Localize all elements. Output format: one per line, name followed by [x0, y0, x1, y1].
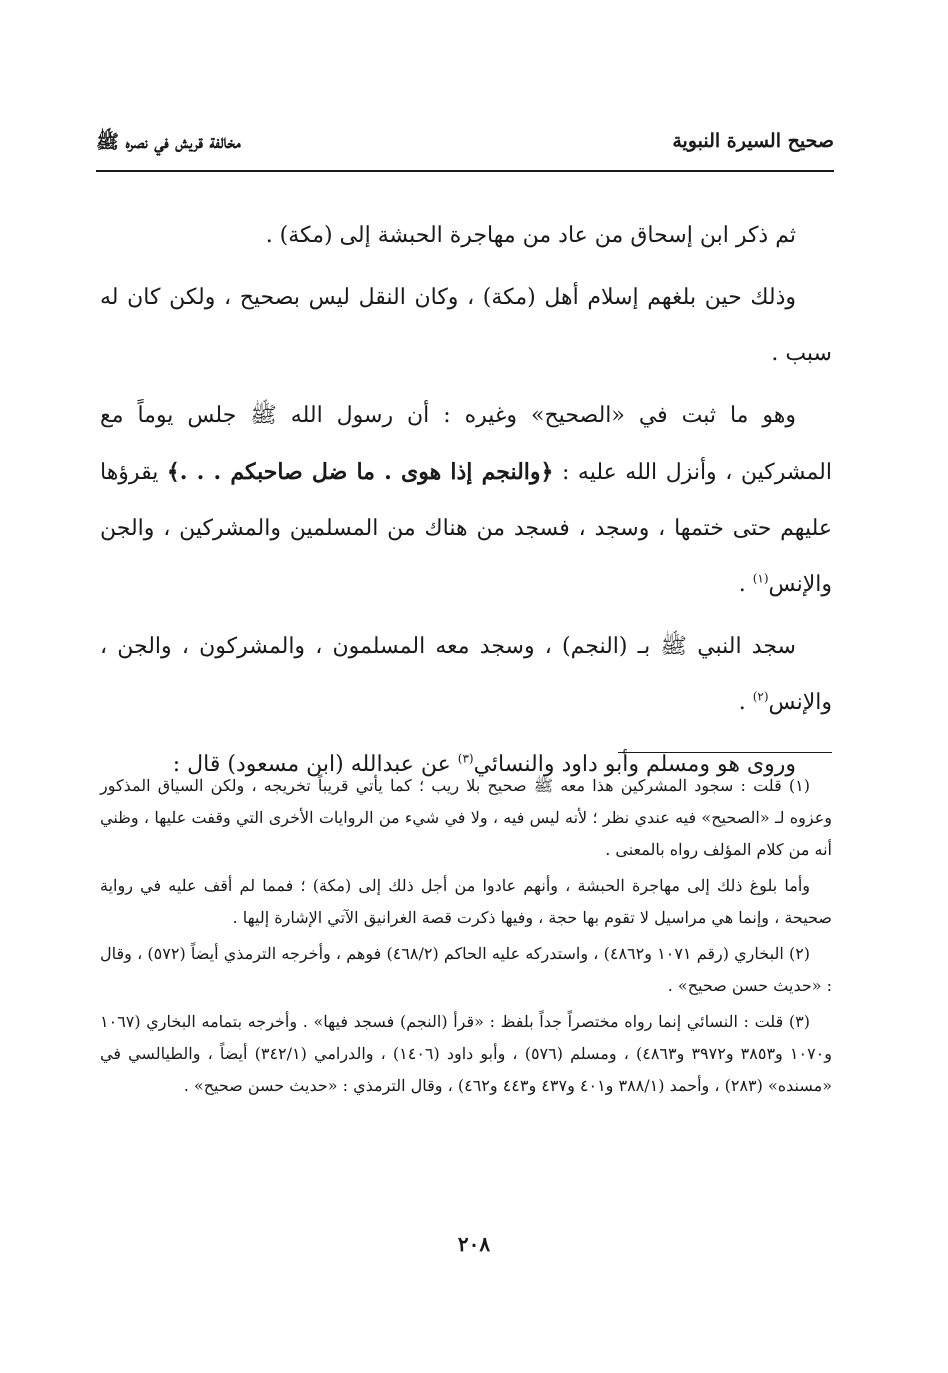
footnote-ref-3[interactable]: (٣): [457, 751, 474, 766]
paragraph-4-text: سجد النبي ﷺ بـ (النجم) ، وسجد معه المسلمون ، والمشركون ، والجن ، والإنس: [100, 634, 832, 715]
page-number: ٢٠٨: [457, 1232, 491, 1256]
footnote-ref-1[interactable]: (١): [752, 571, 769, 586]
paragraph-5-text: وروى هو ومسلم وأبو داود والنسائي: [473, 752, 796, 777]
paragraph-3: [100, 388, 832, 613]
chapter-title: مخالفة قريش في نصره ﷺ: [96, 131, 241, 153]
header-rule: [96, 170, 834, 172]
main-text: [100, 208, 832, 799]
footnote-3: (٣) قلت : النسائي إنما رواه مختصراً جداً بلفظ : «قرأ (النجم) فسجد فيها» . وأخرجه بتمامه البخاري (١٠٦٧ و١٠٧٠ و٣٨٥٣ و٣٩٧٢ و٤٨٦٣) ، ومسلم (٥٧٦) ، وأبو داود (١٤٠٦) ، والدرامي (٣٤٢/١) أيضاً ، والطيالسي في «مسنده» (٢٨٣) ، وأحمد (٣٨٨/١ و٤٠١ و٤٣٧ و٤٤٣ و٤٦٢) ، وقال الترمذي : «حديث حسن صحيح» .: [100, 1012, 832, 1095]
paragraph-4: [100, 619, 832, 731]
paragraph-2: وذلك حين بلغهم إسلام أهل (مكة) ، وكان النقل ليس بصحيح ، ولكن كان له سبب .: [100, 285, 832, 366]
running-header: [96, 126, 834, 162]
paragraph-5-text-cont: عن عبدالله (ابن مسعود) قال :: [172, 752, 458, 777]
paragraph-4-end: .: [738, 690, 753, 715]
paragraph-3-text-cont: يقرؤها عليهم حتى ختمها ، وسجد ، فسجد من هناك من المسلمين والمشركين ، والجن والإنس: [100, 460, 832, 597]
footnote-ref-2[interactable]: (٢): [752, 689, 769, 704]
footnote-1: (١) قلت : سجود المشركين هذا معه ﷺ صحيح بلا ريب ؛ كما يأتي قريباً تخريجه ، ولكن السياق المذكور وعزوه لـ «الصحيح» فيه عندي نظر ؛ لأنه ليس فيه ، ولا في شيء من الروايات الأخرى التي وقفت عليها ، وظني أنه من كلام المؤلف رواه بالمعنى .: [100, 776, 833, 859]
footnote-1-continued: وأما بلوغ ذلك إلى مهاجرة الحبشة ، وأنهم عادوا من أجل ذلك إلى (مكة) ؛ فمما لم أقف عليه في رواية صحيحة ، وإنما هي مراسيل لا تقوم بها حجة ، وفيها ذكرت قصة الغرانيق الآتي الإشارة إليها .: [100, 876, 832, 927]
paragraph-3-end: .: [738, 572, 753, 597]
book-title: صحيح السيرة النبوية: [672, 130, 834, 152]
footnote-rule: [618, 752, 832, 753]
footnote-2: (٢) البخاري (رقم ١٠٧١ و٤٨٦٢) ، واستدركه عليه الحاكم (٤٦٨/٢) فوهم ، وأخرجه الترمذي أيضاً (٥٧٢) ، وقال : «حديث حسن صحيح» .: [100, 944, 832, 995]
quran-verse: ﴿والنجم إذا هوى . ما ضل صاحبكم . . .﴾: [166, 459, 554, 485]
paragraph-3-text: وهو ما ثبت في «الصحيح» وغيره : أن رسول الله ﷺ جلس يوماً مع المشركين ، وأنزل الله عليه :: [100, 403, 832, 485]
footnotes: [100, 770, 832, 1106]
paragraph-1: ثم ذكر ابن إسحاق من عاد من مهاجرة الحبشة إلى (مكة) .: [265, 223, 796, 248]
